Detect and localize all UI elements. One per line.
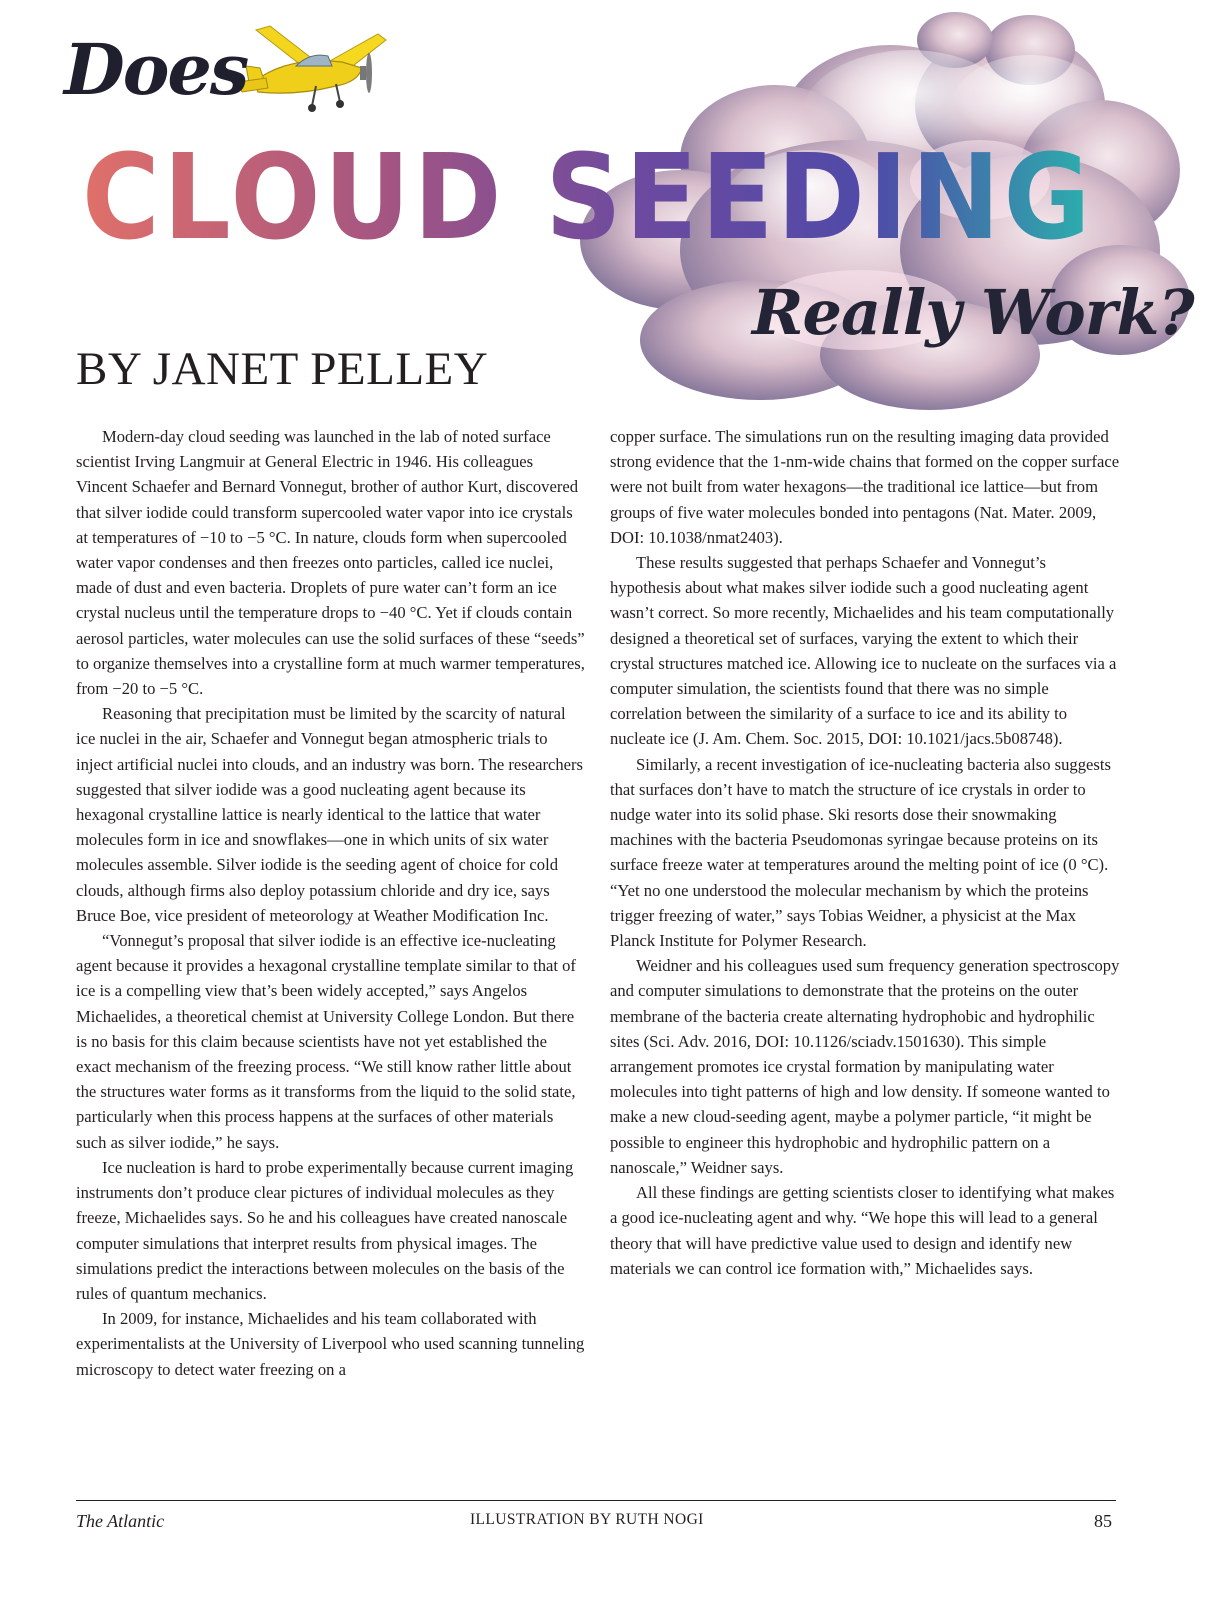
paragraph: “Vonnegut’s proposal that silver iodide is an effective ice-nucleating agent because it provides a hexagonal crystalline template similar to that of ice is a compelling view that’s been widely accepted,” says Angelos Michaelides, a theoretical chemist at University College London. But there is no basis for this claim because scientists have not yet established the exact mechanism of the freezing process. “We still know rather little about the structures water forms as it transforms from the liquid to the solid state, particularly when this process happens at the surfaces of other materials such as silver iodide,” he says.	[76, 931, 576, 1152]
paragraph: Weidner and his colleagues used sum frequency generation spectroscopy and computer simulations to demonstrate that the proteins on the outer membrane of the bacteria create alternating hydrophobic and hydrophilic sites (Sci. Adv. 2016, DOI: 10.1126/sciadv.1501630). This simple arrangement promotes ice crystal formation by manipulating water molecules into tight patterns of high and low density. If someone wanted to make a new cloud-seeding agent, maybe a polymer particle, “it might be possible to engineer this hydrophobic and hydrophilic pattern on a nanoscale,” Weidner says.	[610, 956, 1120, 1177]
article-column-right	[610, 424, 1120, 1281]
paragraph: copper surface. The simulations run on the resulting imaging data provided strong evidence that the 1-nm-wide chains that formed on the copper surface were not built from water hexagons—the traditional ice lattice—but from groups of five water molecules bonded into pentagons (Nat. Mater. 2009, DOI: 10.1038/nmat2403).	[610, 427, 1120, 547]
page-number: 85	[1094, 1511, 1112, 1531]
paragraph: All these findings are getting scientists closer to identifying what makes a good ice-nucleating agent and why. “We hope this will lead to a general theory that will have predictive value used to design and identify new materials we can control ice formation with,” Michaelides says.	[610, 1183, 1115, 1278]
footer-publication: The Atlantic	[76, 1511, 165, 1531]
paragraph: Reasoning that precipitation must be limited by the scarcity of natural ice nuclei in the air, Schaefer and Vonnegut began atmospheric trials to inject artificial nuclei into clouds, and an industry was born. The researchers suggested that silver iodide was a good nucleating agent because its hexagonal crystalline lattice is nearly identical to the lattice that water molecules form in ice and snowflakes—one in which units of six water molecules assemble. Silver iodide is the seeding agent of choice for cold clouds, although firms also deploy potassium chloride and dry ice, says Bruce Boe, vice president of meteorology at Weather Modification Inc.	[76, 704, 584, 925]
paragraph: Ice nucleation is hard to probe experimentally because current imaging instruments don’t produce clear pictures of individual molecules as they freeze, Michaelides says. So he and his colleagues have created nanoscale computer simulations that interpret results from physical images. The simulations predict the interactions between molecules on the basis of the rules of quantum mechanics.	[76, 1157, 574, 1303]
paragraph: In 2009, for instance, Michaelides and his team collaborated with experimentalists at the University of Liverpool who used scanning tunneling microscopy to detect water freezing on a	[76, 1309, 585, 1379]
title-cloud-seeding	[78, 120, 1098, 270]
airplane-illustration	[236, 22, 392, 114]
title-really-work: Really Work?	[752, 276, 1194, 349]
paragraph: Modern-day cloud seeding was launched in the lab of noted surface scientist Irving Langmuir at General Electric in 1946. His colleagues Vincent Schaefer and Bernard Vonnegut, brother of author Kurt, discovered that silver iodide could transform supercooled water vapor into ice crystals at temperatures of −10 to −5 °C. In nature, clouds form when supercooled water vapor condenses and then freezes onto particles, called ice nuclei, made of dust and even bacteria. Droplets of pure water can’t form an ice crystal nucleus until the temperature drops to −40 °C. Yet if clouds contain aerosol particles, water molecules can use the solid surfaces of these “seeds” to organize themselves into a crystalline form at much warmer temperatures, from −20 to −5 °C.	[76, 427, 585, 699]
title-does: Does	[64, 28, 248, 111]
footer-rule	[76, 1500, 1116, 1501]
paragraph: These results suggested that perhaps Schaefer and Vonnegut’s hypothesis about what makes silver iodide such a good nucleating agent wasn’t correct. So more recently, Michaelides and his team computationally designed a theoretical set of surfaces, varying the extent to which their crystal structures matched ice. Allowing ice to nucleate on the surfaces via a computer simulation, the scientists found that there was no simple correlation between the similarity of a surface to ice and its ability to nucleate ice (J. Am. Chem. Soc. 2015, DOI: 10.1021/jacs.5b08748).	[610, 553, 1117, 749]
byline: BY JANET PELLEY	[76, 343, 489, 395]
paragraph: Similarly, a recent investigation of ice-nucleating bacteria also suggests that surfaces don’t have to match the structure of ice crystals in order to nudge water into its solid phase. Ski resorts dose their snowmaking machines with the bacteria Pseudomonas syringae because proteins on its surface freeze water at temperatures around the melting point of ice (0 °C). “Yet no one understood the molecular mechanism by which the proteins trigger freezing of water,” says Tobias Weidner, a physicist at the Max Planck Institute for Polymer Research.	[610, 754, 1111, 951]
title-main-text: CLOUD SEEDING	[82, 128, 1094, 266]
footer-illustration-credit: ILLUSTRATION BY RUTH NOGI	[470, 1511, 704, 1528]
article-column-left	[76, 424, 586, 1382]
